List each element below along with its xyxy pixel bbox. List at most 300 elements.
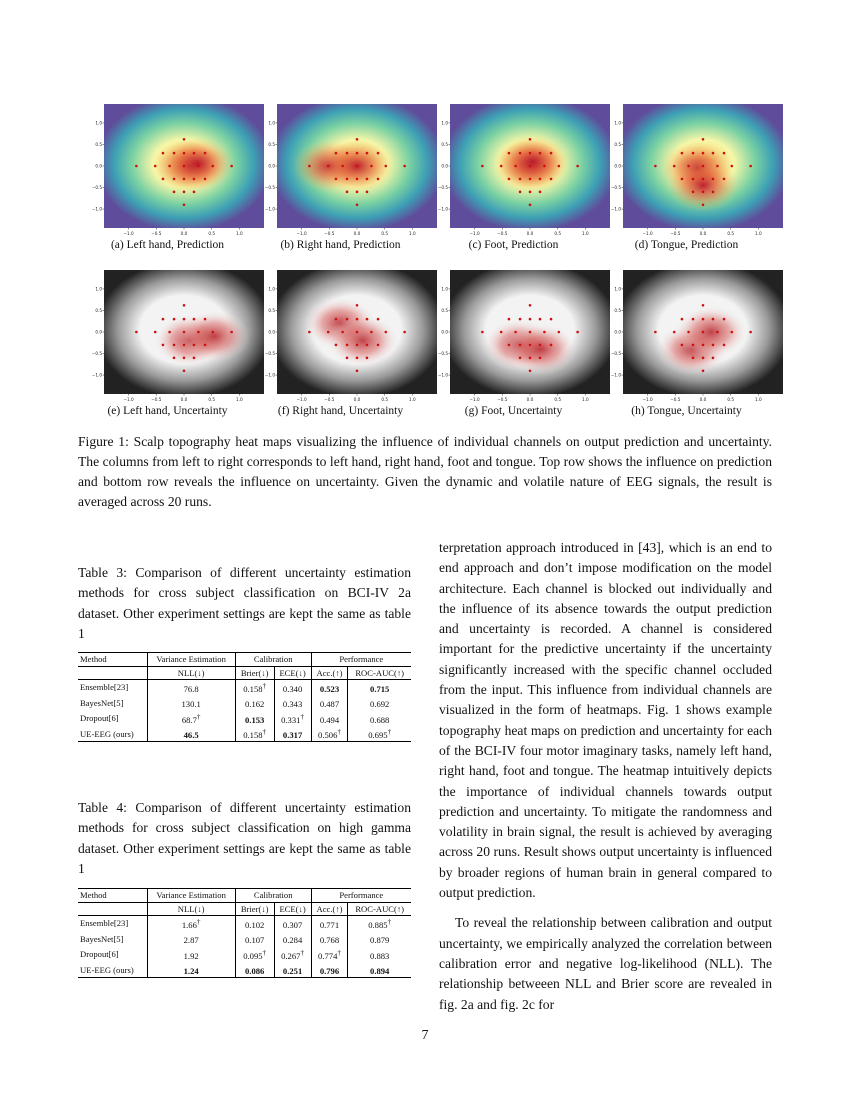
figure-caption: Figure 1: Scalp topography heat maps visualizing the influence of individual channels on output prediction and uncertainty. The columns from left to right corresponds to left hand, right hand, foot and tongue. Top row shows the influence on prediction and bottom row reveals the influence on uncertainty. Given the dynamic and volatile nature of EEG signals, the result is averaged across 20 runs. xyxy=(78,434,772,509)
topomap-foot-uncertainty xyxy=(436,270,611,410)
x-tick-label: −0.5 xyxy=(151,397,162,402)
table3-header-calibration: Calibration xyxy=(235,653,311,667)
table3-subheader-ece: ECE(↓) xyxy=(274,666,311,680)
electrode-marker xyxy=(702,191,705,194)
table-row: Ensemble[23] 76.8 0.158† 0.340 0.523 0.715 xyxy=(78,680,411,696)
body-text-right-column xyxy=(439,538,772,1015)
y-tick-label: −0.5 xyxy=(91,351,102,357)
electrode-marker xyxy=(723,178,726,181)
electrode-marker xyxy=(539,178,542,181)
electrode-marker xyxy=(346,344,349,347)
electrode-marker xyxy=(702,178,705,181)
electrode-marker xyxy=(529,304,532,307)
y-tick-label: 0.0 xyxy=(441,163,448,169)
x-tick-label: −1.0 xyxy=(642,231,653,236)
electrode-marker xyxy=(550,178,553,181)
electrode-marker xyxy=(366,318,369,321)
electrode-marker xyxy=(543,165,546,168)
electrode-marker xyxy=(529,344,532,347)
y-tick-label: −0.5 xyxy=(610,185,621,191)
topomap-left-hand-prediction xyxy=(90,104,265,244)
electrode-marker xyxy=(346,152,349,155)
electrode-marker xyxy=(377,344,380,347)
electrode-marker xyxy=(673,331,676,334)
y-tick-label: 0.5 xyxy=(441,141,448,147)
table3-subheader-nll: NLL(↓) xyxy=(147,666,235,680)
electrode-marker xyxy=(543,331,546,334)
topomap-svg xyxy=(609,104,784,244)
electrode-marker xyxy=(193,318,196,321)
electrode-marker xyxy=(529,178,532,181)
electrode-marker xyxy=(731,331,734,334)
heatmap-hotspot xyxy=(178,310,250,362)
electrode-marker xyxy=(356,331,359,334)
x-tick-label: 0.0 xyxy=(526,397,534,402)
subcaption-f: (f) Right hand, Uncertainty xyxy=(277,405,404,417)
y-tick-label: −1.0 xyxy=(264,206,275,212)
electrode-marker xyxy=(687,331,690,334)
electrode-marker xyxy=(749,165,752,168)
electrode-marker xyxy=(403,331,406,334)
electrode-marker xyxy=(529,165,532,168)
topomap-tongue-prediction xyxy=(609,104,784,244)
electrode-marker xyxy=(692,357,695,360)
table-row: BayesNet[5] 130.1 0.162 0.343 0.487 0.692 xyxy=(78,695,411,710)
x-tick-label: 0.5 xyxy=(208,231,216,236)
y-tick-label: 0.0 xyxy=(614,329,621,335)
electrode-marker xyxy=(716,165,719,168)
y-tick-label: −0.5 xyxy=(91,185,102,191)
electrode-marker xyxy=(508,344,511,347)
electrode-marker xyxy=(135,331,138,334)
electrode-marker xyxy=(356,357,359,360)
x-tick-label: 0.5 xyxy=(381,231,389,236)
electrode-marker xyxy=(723,318,726,321)
electrode-marker xyxy=(308,165,311,168)
electrode-marker xyxy=(723,344,726,347)
x-tick-label: 1.0 xyxy=(582,231,589,236)
x-tick-label: −0.5 xyxy=(497,397,508,402)
electrode-marker xyxy=(681,152,684,155)
heatmap-hotspot xyxy=(675,306,747,358)
electrode-marker xyxy=(529,318,532,321)
table4-subheader-brier: Brier(↓) xyxy=(235,902,274,916)
y-tick-label: 0.0 xyxy=(95,163,102,169)
electrode-marker xyxy=(529,203,532,206)
topomap-foot-prediction xyxy=(436,104,611,244)
electrode-marker xyxy=(168,165,171,168)
table4-subheader-roc: ROC-AUC(↑) xyxy=(348,902,411,916)
x-tick-label: −0.5 xyxy=(670,231,681,236)
electrode-marker xyxy=(308,331,311,334)
x-tick-label: 0.5 xyxy=(554,397,562,402)
x-tick-label: −1.0 xyxy=(469,397,480,402)
y-tick-label: 0.5 xyxy=(268,307,275,313)
electrode-marker xyxy=(183,152,186,155)
table3-subheader-roc: ROC-AUC(↑) xyxy=(348,666,411,680)
table-row: UE-EEG (ours) 46.5 0.158† 0.317 0.506† 0.695† xyxy=(78,726,411,742)
electrode-marker xyxy=(154,331,157,334)
electrode-marker xyxy=(335,344,338,347)
electrode-marker xyxy=(712,152,715,155)
heatmap-hotspot xyxy=(162,138,234,190)
electrode-marker xyxy=(346,178,349,181)
x-tick-label: −1.0 xyxy=(296,397,307,402)
table4-subheader-acc: Acc.(↑) xyxy=(311,902,348,916)
electrode-marker xyxy=(508,178,511,181)
electrode-marker xyxy=(162,152,165,155)
electrode-marker xyxy=(356,138,359,141)
electrode-marker xyxy=(154,165,157,168)
electrode-marker xyxy=(183,318,186,321)
x-tick-label: 0.5 xyxy=(727,397,735,402)
electrode-marker xyxy=(183,331,186,334)
electrode-marker xyxy=(366,152,369,155)
electrode-marker xyxy=(749,331,752,334)
electrode-marker xyxy=(385,331,388,334)
y-tick-label: 1.0 xyxy=(614,120,621,126)
electrode-marker xyxy=(508,152,511,155)
electrode-marker xyxy=(183,203,186,206)
table3-header-method: Method xyxy=(78,653,147,667)
electrode-marker xyxy=(183,178,186,181)
electrode-marker xyxy=(576,331,579,334)
electrode-marker xyxy=(341,331,344,334)
subcaption-h: (h) Tongue, Uncertainty xyxy=(631,405,742,417)
topomap-svg xyxy=(90,104,265,244)
electrode-marker xyxy=(702,369,705,372)
x-tick-label: −0.5 xyxy=(324,397,335,402)
y-tick-label: −1.0 xyxy=(437,206,448,212)
electrode-marker xyxy=(356,203,359,206)
electrode-marker xyxy=(193,152,196,155)
electrode-marker xyxy=(183,165,186,168)
table4-subheader-nll: NLL(↓) xyxy=(147,902,235,916)
table4 xyxy=(78,888,411,978)
topomap-tongue-uncertainty xyxy=(609,270,784,410)
x-tick-label: 0.0 xyxy=(699,231,707,236)
y-tick-label: 1.0 xyxy=(268,120,275,126)
subcaption-b: (b) Right hand, Prediction xyxy=(280,239,401,251)
x-tick-label: −1.0 xyxy=(642,397,653,402)
electrode-marker xyxy=(370,165,373,168)
x-tick-label: 1.0 xyxy=(236,397,243,402)
x-tick-label: −1.0 xyxy=(469,231,480,236)
x-tick-label: 1.0 xyxy=(755,231,762,236)
y-tick-label: 0.5 xyxy=(95,307,102,313)
x-tick-label: 1.0 xyxy=(409,397,416,402)
x-tick-label: −0.5 xyxy=(670,397,681,402)
table4-subheader-ece: ECE(↓) xyxy=(274,902,311,916)
electrode-marker xyxy=(135,165,138,168)
y-tick-label: 0.5 xyxy=(268,141,275,147)
electrode-marker xyxy=(335,178,338,181)
electrode-marker xyxy=(500,331,503,334)
electrode-marker xyxy=(519,357,522,360)
x-tick-label: 0.0 xyxy=(180,397,188,402)
electrode-marker xyxy=(702,203,705,206)
electrode-marker xyxy=(529,191,532,194)
y-tick-label: −1.0 xyxy=(610,206,621,212)
table-row: UE-EEG (ours) 1.24 0.086 0.251 0.796 0.894 xyxy=(78,962,411,978)
y-tick-label: 0.5 xyxy=(614,141,621,147)
y-tick-label: 1.0 xyxy=(441,120,448,126)
electrode-marker xyxy=(539,152,542,155)
electrode-marker xyxy=(539,357,542,360)
electrode-marker xyxy=(356,178,359,181)
y-tick-label: −1.0 xyxy=(610,372,621,378)
x-tick-label: −1.0 xyxy=(123,231,134,236)
electrode-marker xyxy=(702,152,705,155)
x-tick-label: 1.0 xyxy=(409,231,416,236)
electrode-marker xyxy=(702,357,705,360)
electrode-marker xyxy=(514,165,517,168)
electrode-marker xyxy=(173,344,176,347)
electrode-marker xyxy=(731,165,734,168)
electrode-marker xyxy=(576,165,579,168)
table4-header-variance: Variance Estimation xyxy=(147,889,235,903)
y-tick-label: 0.0 xyxy=(95,329,102,335)
electrode-marker xyxy=(377,178,380,181)
electrode-marker xyxy=(558,331,561,334)
electrode-marker xyxy=(183,369,186,372)
electrode-marker xyxy=(173,357,176,360)
electrode-marker xyxy=(558,165,561,168)
electrode-marker xyxy=(327,331,330,334)
y-tick-label: 1.0 xyxy=(441,286,448,292)
subcaption-e: (e) Left hand, Uncertainty xyxy=(107,405,228,417)
electrode-marker xyxy=(193,344,196,347)
electrode-marker xyxy=(550,152,553,155)
table4-header-method: Method xyxy=(78,889,147,903)
electrode-marker xyxy=(519,191,522,194)
electrode-marker xyxy=(519,318,522,321)
electrode-marker xyxy=(529,138,532,141)
electrode-marker xyxy=(183,357,186,360)
paragraph: To reveal the relationship between calibration and output uncertainty, we empirically analyzed the correlation between calibration error and negative log-likelihood (NLL). The relationship betweeen NLL and Brier score are revealed in fig. 2a and fig. 2c for xyxy=(439,915,772,1012)
y-tick-label: 1.0 xyxy=(95,120,102,126)
table-row: Dropout[6] 68.7† 0.153 0.331† 0.494 0.688 xyxy=(80,712,390,725)
electrode-marker xyxy=(654,331,657,334)
electrode-marker xyxy=(377,318,380,321)
topomap-svg xyxy=(436,270,611,410)
table-row: Dropout[6] 1.92 0.095† 0.267† 0.774† 0.883 xyxy=(80,948,390,961)
y-tick-label: −0.5 xyxy=(437,351,448,357)
electrode-marker xyxy=(230,165,233,168)
electrode-marker xyxy=(366,357,369,360)
x-tick-label: 0.5 xyxy=(727,231,735,236)
y-tick-label: 0.0 xyxy=(268,329,275,335)
electrode-marker xyxy=(702,331,705,334)
x-tick-label: −0.5 xyxy=(151,231,162,236)
table3-caption: Table 3: Comparison of different uncertainty estimation methods for cross subject classification on BCI-IV 2a dataset. Other experiment settings are kept the same as table 1 xyxy=(78,565,411,641)
table3-header-variance: Variance Estimation xyxy=(147,653,235,667)
electrode-marker xyxy=(193,357,196,360)
electrode-marker xyxy=(723,152,726,155)
electrode-marker xyxy=(481,165,484,168)
y-tick-label: 1.0 xyxy=(95,286,102,292)
table3 xyxy=(78,652,411,742)
x-tick-label: 0.5 xyxy=(554,231,562,236)
electrode-marker xyxy=(692,318,695,321)
electrode-marker xyxy=(327,165,330,168)
electrode-marker xyxy=(356,191,359,194)
electrode-marker xyxy=(346,191,349,194)
electrode-marker xyxy=(204,344,207,347)
electrode-marker xyxy=(519,344,522,347)
electrode-marker xyxy=(356,369,359,372)
electrode-marker xyxy=(529,369,532,372)
electrode-marker xyxy=(366,344,369,347)
electrode-marker xyxy=(529,152,532,155)
x-tick-label: 0.5 xyxy=(208,397,216,402)
y-tick-label: −0.5 xyxy=(264,185,275,191)
electrode-marker xyxy=(481,331,484,334)
electrode-marker xyxy=(183,304,186,307)
electrode-marker xyxy=(173,178,176,181)
electrode-marker xyxy=(356,165,359,168)
electrode-marker xyxy=(230,331,233,334)
table4-header-calibration: Calibration xyxy=(235,889,311,903)
electrode-marker xyxy=(212,165,215,168)
x-tick-label: −0.5 xyxy=(497,231,508,236)
y-tick-label: 1.0 xyxy=(614,286,621,292)
y-tick-label: −1.0 xyxy=(91,372,102,378)
paragraph: terpretation approach introduced in [43], which is an end to end approach and don’t impose modification on the model architecture. Each channel is blocked out individually and the influence of its absence towards the output prediction and uncertainty is recorded. A channel is considered important for the predictive uncertainty if the uncertainty significantly increased with the specific channel occluded from the input. This influence from individual channels are visualized in the form of heatmaps. Fig. 1 shows example topography heat maps on prediction and uncertainty for each of the BCI-IV four motor imaginary tasks, namely left hand, right hand, foot and tongue. The heatmap intuitively depicts the importance of individual channels towards output prediction and uncertainty. To mitigate the randomness and volatility in brain signal, the result is achieved by averaging across 20 runs. Result shows output uncertainty is influenced by broader regions of human brain in general compared to output prediction. xyxy=(439,540,772,901)
electrode-marker xyxy=(356,344,359,347)
electrode-marker xyxy=(204,318,207,321)
topomap-svg xyxy=(263,270,438,410)
electrode-marker xyxy=(162,344,165,347)
table-row: Ensemble[23] 1.66† 0.102 0.307 0.771 0.885† xyxy=(78,916,411,932)
electrode-marker xyxy=(204,178,207,181)
electrode-marker xyxy=(370,331,373,334)
topomap-svg xyxy=(263,104,438,244)
electrode-marker xyxy=(539,318,542,321)
electrode-marker xyxy=(356,304,359,307)
electrode-marker xyxy=(356,152,359,155)
electrode-marker xyxy=(716,331,719,334)
electrode-marker xyxy=(162,318,165,321)
electrode-marker xyxy=(519,152,522,155)
y-tick-label: 1.0 xyxy=(268,286,275,292)
electrode-marker xyxy=(692,191,695,194)
electrode-marker xyxy=(183,138,186,141)
topomap-svg xyxy=(436,104,611,244)
x-tick-label: −1.0 xyxy=(123,397,134,402)
electrode-marker xyxy=(385,165,388,168)
x-tick-label: 0.0 xyxy=(699,397,707,402)
x-tick-label: 0.5 xyxy=(381,397,389,402)
electrode-marker xyxy=(173,191,176,194)
electrode-marker xyxy=(519,178,522,181)
y-tick-label: 0.0 xyxy=(614,163,621,169)
table4-header-performance: Performance xyxy=(311,889,411,903)
electrode-marker xyxy=(204,152,207,155)
table3-subheader-brier: Brier(↓) xyxy=(235,666,274,680)
electrode-marker xyxy=(673,165,676,168)
electrode-marker xyxy=(712,191,715,194)
electrode-marker xyxy=(197,165,200,168)
electrode-marker xyxy=(366,191,369,194)
y-tick-label: 0.5 xyxy=(95,141,102,147)
electrode-marker xyxy=(346,318,349,321)
table3-subheader-acc: Acc.(↑) xyxy=(311,666,348,680)
electrode-marker xyxy=(197,331,200,334)
x-tick-label: 1.0 xyxy=(236,231,243,236)
electrode-marker xyxy=(702,344,705,347)
table-row: BayesNet[5] 2.87 0.107 0.284 0.768 0.879 xyxy=(78,931,411,946)
subcaption-g: (g) Foot, Uncertainty xyxy=(464,405,563,417)
x-tick-label: −1.0 xyxy=(296,231,307,236)
electrode-marker xyxy=(681,344,684,347)
x-tick-label: 0.0 xyxy=(353,397,361,402)
x-tick-label: −0.5 xyxy=(324,231,335,236)
electrode-marker xyxy=(692,178,695,181)
electrode-marker xyxy=(341,165,344,168)
electrode-marker xyxy=(162,178,165,181)
x-tick-label: 0.0 xyxy=(526,231,534,236)
page-number: 7 xyxy=(421,1027,429,1042)
electrode-marker xyxy=(500,165,503,168)
heatmap-hotspot xyxy=(497,136,569,188)
electrode-marker xyxy=(529,357,532,360)
electrode-marker xyxy=(654,165,657,168)
electrode-marker xyxy=(508,318,511,321)
topomap-right-hand-prediction xyxy=(263,104,438,244)
x-tick-label: 1.0 xyxy=(755,397,762,402)
electrode-marker xyxy=(702,304,705,307)
electrode-marker xyxy=(193,178,196,181)
table4-caption: Table 4: Comparison of different uncertainty estimation methods for cross subject classification on high gamma dataset. Other experiment settings are kept the same as table 1 xyxy=(78,800,411,876)
electrode-marker xyxy=(366,178,369,181)
electrode-marker xyxy=(183,344,186,347)
electrode-marker xyxy=(193,191,196,194)
electrode-marker xyxy=(702,138,705,141)
topomap-left-hand-uncertainty xyxy=(90,270,265,410)
electrode-marker xyxy=(702,165,705,168)
y-tick-label: −0.5 xyxy=(264,351,275,357)
electrode-marker xyxy=(712,357,715,360)
electrode-marker xyxy=(335,318,338,321)
y-tick-label: 0.0 xyxy=(441,329,448,335)
electrode-marker xyxy=(377,152,380,155)
electrode-marker xyxy=(712,344,715,347)
electrode-marker xyxy=(514,331,517,334)
electrode-marker xyxy=(712,178,715,181)
electrode-marker xyxy=(692,152,695,155)
electrode-marker xyxy=(168,331,171,334)
electrode-marker xyxy=(712,318,715,321)
topomap-svg xyxy=(90,270,265,410)
x-tick-label: 1.0 xyxy=(582,397,589,402)
heatmap-hotspot xyxy=(327,315,399,367)
topomap-right-hand-uncertainty xyxy=(263,270,438,410)
y-tick-label: −1.0 xyxy=(91,206,102,212)
electrode-marker xyxy=(212,331,215,334)
electrode-marker xyxy=(681,318,684,321)
electrode-marker xyxy=(183,191,186,194)
topomap-svg xyxy=(609,270,784,410)
subcaption-d: (d) Tongue, Prediction xyxy=(634,239,739,251)
electrode-marker xyxy=(335,152,338,155)
electrode-marker xyxy=(403,165,406,168)
subcaption-a: (a) Left hand, Prediction xyxy=(110,239,225,251)
electrode-marker xyxy=(173,318,176,321)
electrode-marker xyxy=(173,152,176,155)
table3-header-performance: Performance xyxy=(311,653,411,667)
y-tick-label: 0.5 xyxy=(441,307,448,313)
